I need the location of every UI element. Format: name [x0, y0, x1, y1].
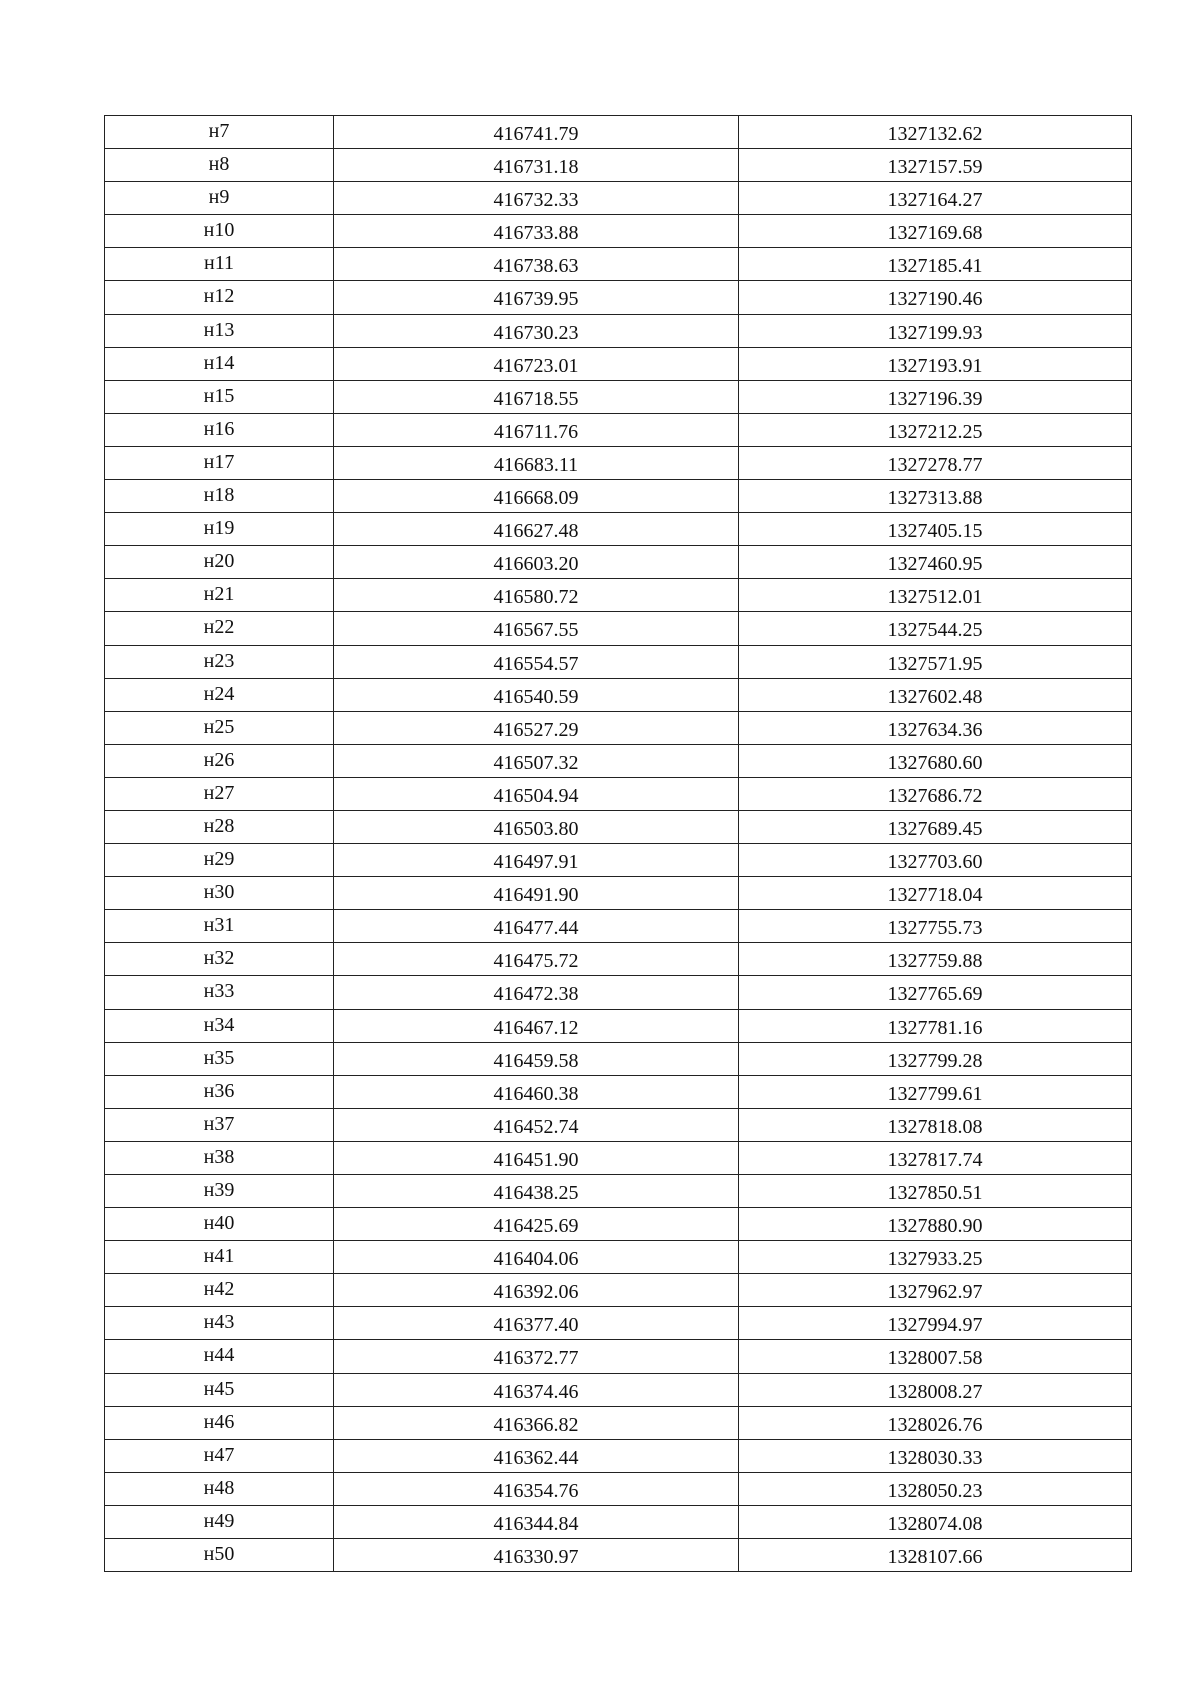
x-coordinate-cell: 416362.44 [334, 1439, 739, 1472]
y-coordinate-cell: 1328107.66 [739, 1539, 1132, 1572]
point-cell: н45 [105, 1373, 334, 1406]
x-coordinate-cell: 416425.69 [334, 1208, 739, 1241]
y-coordinate-cell: 1327817.74 [739, 1141, 1132, 1174]
x-coordinate-cell: 416668.09 [334, 480, 739, 513]
x-coordinate-cell: 416567.55 [334, 612, 739, 645]
y-coordinate-cell: 1327703.60 [739, 844, 1132, 877]
table-row [105, 1274, 1132, 1307]
y-coordinate-cell: 1327544.25 [739, 612, 1132, 645]
x-coordinate-cell: 416718.55 [334, 380, 739, 413]
y-coordinate-cell: 1327781.16 [739, 1009, 1132, 1042]
point-cell: н38 [105, 1141, 334, 1174]
y-coordinate-cell: 1327190.46 [739, 281, 1132, 314]
point-cell: н14 [105, 347, 334, 380]
y-coordinate-cell: 1327512.01 [739, 579, 1132, 612]
y-coordinate-cell: 1327689.45 [739, 810, 1132, 843]
y-coordinate-cell: 1327132.62 [739, 116, 1132, 149]
table-row [105, 513, 1132, 546]
y-coordinate-cell: 1327962.97 [739, 1274, 1132, 1307]
y-coordinate-cell: 1327602.48 [739, 678, 1132, 711]
table-row [105, 281, 1132, 314]
y-coordinate-cell: 1327405.15 [739, 513, 1132, 546]
table-row [105, 1175, 1132, 1208]
x-coordinate-cell: 416374.46 [334, 1373, 739, 1406]
point-cell: н40 [105, 1208, 334, 1241]
x-coordinate-cell: 416392.06 [334, 1274, 739, 1307]
table-row [105, 1141, 1132, 1174]
point-cell: н26 [105, 744, 334, 777]
x-coordinate-cell: 416459.58 [334, 1042, 739, 1075]
table-row [105, 943, 1132, 976]
point-cell: н13 [105, 314, 334, 347]
point-cell: н18 [105, 480, 334, 513]
point-cell: н31 [105, 910, 334, 943]
point-cell: н49 [105, 1505, 334, 1538]
x-coordinate-cell: 416438.25 [334, 1175, 739, 1208]
table-row [105, 976, 1132, 1009]
y-coordinate-cell: 1327634.36 [739, 711, 1132, 744]
table-row [105, 1539, 1132, 1572]
table-row [105, 744, 1132, 777]
x-coordinate-cell: 416372.77 [334, 1340, 739, 1373]
table-row [105, 1009, 1132, 1042]
y-coordinate-cell: 1327193.91 [739, 347, 1132, 380]
table-row [105, 1075, 1132, 1108]
table-row [105, 844, 1132, 877]
y-coordinate-cell: 1328030.33 [739, 1439, 1132, 1472]
table-row [105, 877, 1132, 910]
x-coordinate-cell: 416491.90 [334, 877, 739, 910]
y-coordinate-cell: 1327765.69 [739, 976, 1132, 1009]
table-row [105, 248, 1132, 281]
y-coordinate-cell: 1327880.90 [739, 1208, 1132, 1241]
x-coordinate-cell: 416733.88 [334, 215, 739, 248]
x-coordinate-cell: 416603.20 [334, 546, 739, 579]
x-coordinate-cell: 416504.94 [334, 777, 739, 810]
y-coordinate-cell: 1327157.59 [739, 149, 1132, 182]
y-coordinate-cell: 1328026.76 [739, 1406, 1132, 1439]
point-cell: н23 [105, 645, 334, 678]
table-row [105, 116, 1132, 149]
point-cell: н15 [105, 380, 334, 413]
table-row [105, 678, 1132, 711]
point-cell: н29 [105, 844, 334, 877]
point-cell: н34 [105, 1009, 334, 1042]
table-row [105, 149, 1132, 182]
y-coordinate-cell: 1327686.72 [739, 777, 1132, 810]
y-coordinate-cell: 1327759.88 [739, 943, 1132, 976]
x-coordinate-cell: 416580.72 [334, 579, 739, 612]
y-coordinate-cell: 1327169.68 [739, 215, 1132, 248]
x-coordinate-cell: 416477.44 [334, 910, 739, 943]
point-cell: н35 [105, 1042, 334, 1075]
point-cell: н39 [105, 1175, 334, 1208]
table-row [105, 182, 1132, 215]
x-coordinate-cell: 416330.97 [334, 1539, 739, 1572]
x-coordinate-cell: 416497.91 [334, 844, 739, 877]
x-coordinate-cell: 416711.76 [334, 413, 739, 446]
y-coordinate-cell: 1327460.95 [739, 546, 1132, 579]
table-row [105, 645, 1132, 678]
y-coordinate-cell: 1327199.93 [739, 314, 1132, 347]
point-cell: н9 [105, 182, 334, 215]
point-cell: н10 [105, 215, 334, 248]
table-row [105, 1505, 1132, 1538]
table-row [105, 1340, 1132, 1373]
point-cell: н47 [105, 1439, 334, 1472]
point-cell: н21 [105, 579, 334, 612]
y-coordinate-cell: 1328008.27 [739, 1373, 1132, 1406]
x-coordinate-cell: 416554.57 [334, 645, 739, 678]
table-row [105, 711, 1132, 744]
x-coordinate-cell: 416730.23 [334, 314, 739, 347]
table-row [105, 546, 1132, 579]
table-row [105, 1472, 1132, 1505]
y-coordinate-cell: 1327278.77 [739, 446, 1132, 479]
coordinates-table [104, 115, 1132, 1572]
point-cell: н36 [105, 1075, 334, 1108]
point-cell: н50 [105, 1539, 334, 1572]
table-row [105, 777, 1132, 810]
point-cell: н20 [105, 546, 334, 579]
x-coordinate-cell: 416366.82 [334, 1406, 739, 1439]
table-row [105, 380, 1132, 413]
table-row [105, 446, 1132, 479]
point-cell: н8 [105, 149, 334, 182]
point-cell: н46 [105, 1406, 334, 1439]
table-row [105, 612, 1132, 645]
x-coordinate-cell: 416732.33 [334, 182, 739, 215]
x-coordinate-cell: 416404.06 [334, 1241, 739, 1274]
y-coordinate-cell: 1327313.88 [739, 480, 1132, 513]
x-coordinate-cell: 416731.18 [334, 149, 739, 182]
point-cell: н43 [105, 1307, 334, 1340]
y-coordinate-cell: 1327164.27 [739, 182, 1132, 215]
x-coordinate-cell: 416503.80 [334, 810, 739, 843]
point-cell: н24 [105, 678, 334, 711]
x-coordinate-cell: 416683.11 [334, 446, 739, 479]
point-cell: н7 [105, 116, 334, 149]
y-coordinate-cell: 1328007.58 [739, 1340, 1132, 1373]
point-cell: н11 [105, 248, 334, 281]
x-coordinate-cell: 416723.01 [334, 347, 739, 380]
x-coordinate-cell: 416739.95 [334, 281, 739, 314]
y-coordinate-cell: 1327799.28 [739, 1042, 1132, 1075]
table-row [105, 413, 1132, 446]
x-coordinate-cell: 416472.38 [334, 976, 739, 1009]
point-cell: н37 [105, 1108, 334, 1141]
y-coordinate-cell: 1328050.23 [739, 1472, 1132, 1505]
y-coordinate-cell: 1327196.39 [739, 380, 1132, 413]
x-coordinate-cell: 416377.40 [334, 1307, 739, 1340]
table-row [105, 1241, 1132, 1274]
x-coordinate-cell: 416741.79 [334, 116, 739, 149]
table-row [105, 810, 1132, 843]
table-row [105, 1108, 1132, 1141]
point-cell: н22 [105, 612, 334, 645]
table-row [105, 480, 1132, 513]
x-coordinate-cell: 416344.84 [334, 1505, 739, 1538]
x-coordinate-cell: 416738.63 [334, 248, 739, 281]
point-cell: н41 [105, 1241, 334, 1274]
y-coordinate-cell: 1327799.61 [739, 1075, 1132, 1108]
table-row [105, 215, 1132, 248]
y-coordinate-cell: 1327818.08 [739, 1108, 1132, 1141]
table-row [105, 579, 1132, 612]
y-coordinate-cell: 1327850.51 [739, 1175, 1132, 1208]
point-cell: н16 [105, 413, 334, 446]
coordinates-table-body [105, 116, 1132, 1572]
y-coordinate-cell: 1327212.25 [739, 413, 1132, 446]
x-coordinate-cell: 416467.12 [334, 1009, 739, 1042]
table-row [105, 1307, 1132, 1340]
x-coordinate-cell: 416354.76 [334, 1472, 739, 1505]
table-row [105, 314, 1132, 347]
x-coordinate-cell: 416452.74 [334, 1108, 739, 1141]
table-row [105, 1373, 1132, 1406]
y-coordinate-cell: 1327185.41 [739, 248, 1132, 281]
x-coordinate-cell: 416507.32 [334, 744, 739, 777]
y-coordinate-cell: 1327994.97 [739, 1307, 1132, 1340]
y-coordinate-cell: 1327571.95 [739, 645, 1132, 678]
point-cell: н19 [105, 513, 334, 546]
point-cell: н44 [105, 1340, 334, 1373]
y-coordinate-cell: 1327680.60 [739, 744, 1132, 777]
table-row [105, 347, 1132, 380]
point-cell: н33 [105, 976, 334, 1009]
x-coordinate-cell: 416540.59 [334, 678, 739, 711]
table-row [105, 1439, 1132, 1472]
y-coordinate-cell: 1327933.25 [739, 1241, 1132, 1274]
point-cell: н32 [105, 943, 334, 976]
table-row [105, 910, 1132, 943]
point-cell: н12 [105, 281, 334, 314]
x-coordinate-cell: 416627.48 [334, 513, 739, 546]
point-cell: н28 [105, 810, 334, 843]
point-cell: н48 [105, 1472, 334, 1505]
y-coordinate-cell: 1327718.04 [739, 877, 1132, 910]
point-cell: н27 [105, 777, 334, 810]
point-cell: н25 [105, 711, 334, 744]
table-row [105, 1406, 1132, 1439]
table-row [105, 1208, 1132, 1241]
y-coordinate-cell: 1328074.08 [739, 1505, 1132, 1538]
point-cell: н42 [105, 1274, 334, 1307]
table-row [105, 1042, 1132, 1075]
point-cell: н30 [105, 877, 334, 910]
x-coordinate-cell: 416460.38 [334, 1075, 739, 1108]
point-cell: н17 [105, 446, 334, 479]
x-coordinate-cell: 416451.90 [334, 1141, 739, 1174]
x-coordinate-cell: 416527.29 [334, 711, 739, 744]
x-coordinate-cell: 416475.72 [334, 943, 739, 976]
y-coordinate-cell: 1327755.73 [739, 910, 1132, 943]
